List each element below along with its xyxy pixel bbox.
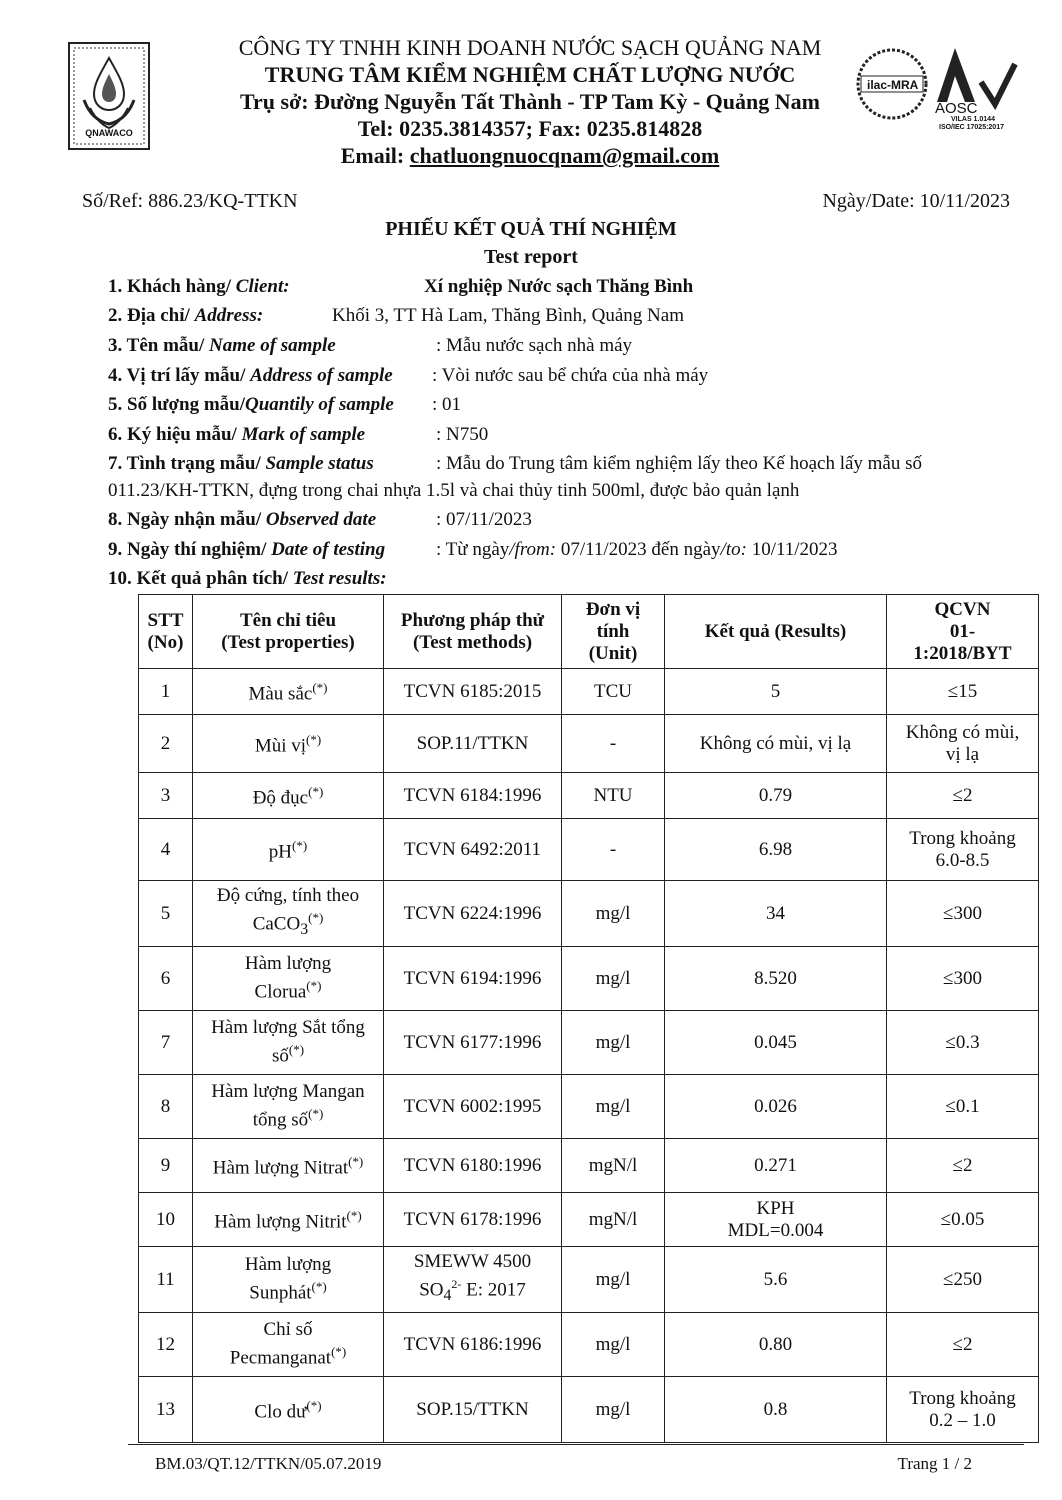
limit-line1: ≤300	[943, 902, 982, 924]
address-label-en: Address:	[194, 305, 264, 326]
row-no: 13	[156, 1398, 175, 1420]
row-no: 9	[160, 1154, 171, 1176]
result-line1: 8.520	[754, 967, 797, 989]
sample-location-label-en: Address of sample	[250, 365, 393, 386]
mark-label: 6. Ký hiệu mẫu/	[108, 424, 242, 445]
property-name-line1: Hàm lượng Nitrit	[214, 1211, 347, 1233]
sample-name-label: 3. Tên mẫu/	[108, 335, 210, 356]
header-method-en: (Test methods)	[412, 631, 533, 653]
cell-unit	[562, 1377, 665, 1443]
row-no: 4	[160, 838, 171, 860]
limit-line1: ≤250	[943, 1268, 982, 1290]
info-observed-date	[108, 505, 376, 534]
table-row	[139, 773, 1039, 819]
info-mark	[108, 420, 365, 449]
limit-line2: 6.0-8.5	[935, 849, 990, 871]
cell-method	[384, 1075, 562, 1139]
limit-line1: ≤15	[947, 680, 978, 702]
result-line1: 0.8	[763, 1398, 788, 1420]
logo-text: QNAWACO	[85, 128, 133, 138]
cell-limit	[887, 773, 1039, 819]
property-name-line1: Hàm lượng	[244, 953, 332, 975]
accreditation-mark: (*)	[348, 1154, 364, 1170]
cell-result	[665, 1139, 887, 1193]
cell-property	[193, 881, 384, 947]
unit-value: -	[609, 732, 617, 754]
unit-value: mg/l	[595, 1398, 631, 1420]
cell-unit	[562, 1075, 665, 1139]
cell-limit	[887, 881, 1039, 947]
header-result: Kết quả (Results)	[665, 595, 887, 669]
table-row	[139, 1139, 1039, 1193]
company-header	[160, 34, 900, 169]
address-value: Khối 3, TT Hà Lam, Thăng Bình, Quảng Nam	[332, 305, 684, 326]
table-row	[139, 1247, 1039, 1313]
results-label-en: Test results:	[292, 568, 387, 589]
property-name-line1: Clo dư	[254, 1401, 307, 1423]
accreditation-mark: (*)	[292, 838, 308, 854]
cell-no	[139, 947, 193, 1011]
cell-unit	[562, 1011, 665, 1075]
cell-property	[193, 1075, 384, 1139]
header-unit-vn1: Đơn vị	[585, 598, 641, 620]
unit-value: mg/l	[595, 1095, 631, 1117]
table-row	[139, 669, 1039, 715]
cell-unit	[562, 819, 665, 881]
cell-no	[139, 773, 193, 819]
result-line1: 0.026	[754, 1095, 797, 1117]
cell-property	[193, 669, 384, 715]
limit-line1: Trong khoảng	[909, 827, 1016, 849]
footer-divider	[128, 1444, 1024, 1445]
email-label: Email:	[340, 143, 410, 168]
cell-no	[139, 1075, 193, 1139]
subscript-4: 4	[443, 1287, 452, 1305]
result-line1: KPH	[756, 1197, 795, 1219]
table-row	[139, 1011, 1039, 1075]
row-no: 2	[160, 732, 171, 754]
property-name-line1: Màu sắc	[248, 683, 313, 705]
header-stt-en: (No)	[147, 631, 184, 653]
accreditation-mark: (*)	[308, 910, 324, 926]
testing-from-label: /from:	[509, 539, 557, 560]
cell-no	[139, 1193, 193, 1247]
cell-result	[665, 1075, 887, 1139]
result-line1: 34	[766, 902, 785, 924]
sample-name-value: : Mẫu nước sạch nhà máy	[436, 335, 633, 356]
table-row	[139, 947, 1039, 1011]
quantity-label: 5. Số lượng mẫu/	[108, 394, 246, 415]
property-name-line2: Pecmanganat	[229, 1347, 332, 1369]
iso-label: ISO/IEC 17025:2017	[939, 124, 1004, 131]
cell-no	[139, 1313, 193, 1377]
cell-method	[384, 1193, 562, 1247]
cell-result	[665, 1011, 887, 1075]
observed-label-en: Observed date	[265, 509, 377, 530]
cell-result	[665, 881, 887, 947]
header-method	[384, 595, 562, 669]
accreditation-mark: (*)	[306, 732, 322, 748]
property-name-line2: CaCO	[252, 913, 301, 935]
cell-unit	[562, 1247, 665, 1313]
superscript-2: 2-	[451, 1277, 462, 1292]
cell-unit	[562, 1139, 665, 1193]
cell-no	[139, 1011, 193, 1075]
table-row	[139, 1377, 1039, 1443]
limit-line1: ≤2	[952, 784, 973, 806]
cell-method	[384, 1247, 562, 1313]
method-line1: TCVN 6178:1996	[403, 1208, 542, 1230]
result-line1: 0.79	[758, 784, 793, 806]
cell-unit	[562, 773, 665, 819]
company-email-line	[160, 142, 900, 169]
status-value-line1: : Mẫu do Trung tâm kiểm nghiệm lấy theo Kế hoạch lấy mẫu số	[436, 453, 923, 474]
ilac-label: ilac-MRA	[867, 78, 919, 92]
status-label: 7. Tình trạng mẫu/	[108, 453, 266, 474]
limit-line1: ≤2	[952, 1333, 973, 1355]
header-qcvn-3: 1:2018/BYT	[913, 642, 1012, 664]
status-label-en: Sample status	[265, 453, 374, 474]
property-name-line1: pH	[268, 841, 293, 863]
testing-value	[436, 535, 838, 564]
form-code: BM.03/QT.12/TTKN/05.07.2019	[155, 1454, 382, 1473]
cell-no	[139, 1139, 193, 1193]
client-label-en: Client:	[235, 276, 290, 297]
testing-to-label: /to:	[720, 539, 747, 560]
method-line1: SOP.11/TTKN	[416, 732, 529, 754]
cell-result	[665, 1313, 887, 1377]
cell-property	[193, 947, 384, 1011]
cell-limit	[887, 947, 1039, 1011]
property-name-line1: Độ đục	[252, 787, 309, 809]
property-name-line1: Mùi vị	[254, 735, 307, 757]
info-sample-name	[108, 331, 336, 360]
method-line1: TCVN 6492:2011	[403, 838, 542, 860]
testing-prefix: : Từ ngày	[436, 539, 510, 560]
property-name-line1: Hàm lượng	[244, 1254, 332, 1276]
property-name-line1: Hàm lượng Nitrat	[212, 1157, 349, 1179]
limit-line1: Trong khoảng	[909, 1387, 1016, 1409]
method-line1: TCVN 6180:1996	[403, 1154, 542, 1176]
cell-property	[193, 1313, 384, 1377]
table-row	[139, 819, 1039, 881]
accreditation-mark: (*)	[311, 1279, 327, 1295]
header-property-en: (Test properties)	[221, 631, 355, 653]
property-name-line1: Hàm lượng Mangan	[211, 1081, 365, 1103]
cell-method	[384, 819, 562, 881]
sample-location-label: 4. Vị trí lấy mẫu/	[108, 365, 251, 386]
header-qcvn-1: QCVN	[934, 598, 991, 620]
cell-limit	[887, 1011, 1039, 1075]
unit-value: mg/l	[595, 902, 631, 924]
header-unit-vn2: tính	[596, 620, 630, 642]
method-line1: TCVN 6177:1996	[403, 1031, 542, 1053]
method-tail: E: 2017	[461, 1279, 526, 1301]
cell-unit	[562, 881, 665, 947]
client-label: 1. Khách hàng/	[108, 276, 236, 297]
limit-line1: ≤0.05	[940, 1208, 985, 1230]
vilas-label: VILAS 1.0144	[951, 116, 995, 123]
result-line1: 5.6	[763, 1268, 788, 1290]
mark-label-en: Mark of sample	[241, 424, 366, 445]
cell-method	[384, 947, 562, 1011]
cell-property	[193, 715, 384, 773]
result-line2: MDL=0.004	[727, 1219, 824, 1241]
header-qcvn	[887, 595, 1039, 669]
table-row	[139, 1075, 1039, 1139]
accreditation-logos	[855, 42, 1025, 132]
method-line1: TCVN 6185:2015	[403, 680, 542, 702]
accreditation-mark: (*)	[308, 1106, 324, 1122]
cell-result	[665, 1193, 887, 1247]
limit-line1: ≤300	[943, 967, 982, 989]
unit-value: mg/l	[595, 1333, 631, 1355]
accreditation-mark: (*)	[331, 1344, 347, 1360]
company-logo	[68, 42, 150, 150]
row-no: 12	[156, 1333, 175, 1355]
unit-value: mg/l	[595, 967, 631, 989]
cell-limit	[887, 669, 1039, 715]
info-quantity	[108, 390, 394, 419]
accreditation-mark: (*)	[306, 1398, 322, 1414]
page-number: Trang 1 / 2	[897, 1454, 972, 1473]
cell-limit	[887, 1313, 1039, 1377]
info-address	[108, 301, 263, 330]
quantity-label-en: Quantily of sample	[245, 394, 394, 415]
cell-result	[665, 669, 887, 715]
method-line1: TCVN 6224:1996	[403, 902, 542, 924]
accreditation-mark: (*)	[288, 1042, 305, 1058]
status-value-line2: 011.23/KH-TTKN, đựng trong chai nhựa 1.5l và chai thủy tinh 500ml, được bảo quản lạnh	[108, 480, 800, 501]
property-name-line2: Clorua	[254, 981, 307, 1003]
limit-line2: vị lạ	[945, 743, 980, 765]
cell-property	[193, 773, 384, 819]
property-name-line1: Hàm lượng Sắt tổng	[211, 1017, 365, 1039]
property-name-line2: số	[271, 1045, 289, 1067]
accreditation-mark: (*)	[306, 978, 322, 994]
cell-no	[139, 1247, 193, 1313]
cell-result	[665, 773, 887, 819]
observed-value: : 07/11/2023	[436, 509, 532, 530]
result-line1: Không có mùi, vị lạ	[699, 732, 852, 754]
row-no: 8	[160, 1095, 171, 1117]
property-name-line1: Độ cứng, tính theo	[216, 885, 360, 907]
cell-method	[384, 1313, 562, 1377]
report-title: PHIẾU KẾT QUẢ THÍ NGHIỆM	[385, 218, 677, 240]
row-no: 7	[160, 1031, 171, 1053]
cell-limit	[887, 1377, 1039, 1443]
cell-result	[665, 715, 887, 773]
limit-line1: ≤0.1	[945, 1095, 980, 1117]
method-line1: TCVN 6186:1996	[403, 1333, 542, 1355]
row-no: 1	[160, 680, 171, 702]
unit-value: NTU	[593, 784, 633, 806]
company-name: CÔNG TY TNHH KINH DOANH NƯỚC SẠCH QUẢNG NAM	[238, 35, 822, 60]
subscript-3: 3	[300, 921, 309, 939]
table-row	[139, 1193, 1039, 1247]
unit-value: TCU	[594, 680, 632, 702]
observed-label: 8. Ngày nhận mẫu/	[108, 509, 266, 530]
table-row	[139, 1313, 1039, 1377]
header-stt	[139, 595, 193, 669]
method-line2: SO	[419, 1279, 444, 1301]
company-phone: Tel: 0235.3814357; Fax: 0235.814828	[357, 116, 703, 141]
address-label: 2. Địa chỉ/	[108, 305, 195, 326]
cell-property	[193, 1193, 384, 1247]
unit-value: mg/l	[595, 1031, 631, 1053]
cell-result	[665, 819, 887, 881]
company-address: Trụ sở: Đường Nguyễn Tất Thành - TP Tam Kỳ - Quảng Nam	[240, 89, 820, 114]
row-no: 5	[160, 902, 171, 924]
cell-property	[193, 1139, 384, 1193]
cell-unit	[562, 1193, 665, 1247]
cell-limit	[887, 1075, 1039, 1139]
unit-value: mgN/l	[588, 1154, 638, 1176]
header-unit-en: (Unit)	[588, 642, 638, 664]
cell-no	[139, 669, 193, 715]
cell-method	[384, 881, 562, 947]
cell-limit	[887, 715, 1039, 773]
method-line1: TCVN 6194:1996	[403, 967, 542, 989]
cell-property	[193, 1247, 384, 1313]
limit-line1: Không có mùi,	[905, 721, 1020, 743]
cell-method	[384, 1011, 562, 1075]
header-stt-vn: STT	[147, 609, 184, 631]
mark-value: : N750	[436, 424, 489, 445]
quantity-value: : 01	[432, 394, 462, 415]
cell-limit	[887, 1247, 1039, 1313]
header-property-vn: Tên chỉ tiêu	[239, 609, 337, 631]
method-line1: SOP.15/TTKN	[416, 1398, 529, 1420]
cell-method	[384, 773, 562, 819]
property-name-line2: tổng số	[252, 1109, 309, 1131]
email-link[interactable]: chatluongnuocqnam@gmail.com	[409, 143, 720, 168]
cell-unit	[562, 669, 665, 715]
unit-value: mgN/l	[588, 1208, 638, 1230]
row-no: 10	[156, 1208, 175, 1230]
info-sample-location	[108, 361, 393, 390]
cell-method	[384, 1377, 562, 1443]
testing-from: 07/11/2023 đến ngày	[556, 539, 721, 560]
cell-no	[139, 819, 193, 881]
accreditation-mark: (*)	[308, 784, 324, 800]
header-unit	[562, 595, 665, 669]
table-header-row	[139, 595, 1039, 669]
report-subtitle: Test report	[484, 246, 578, 268]
unit-value: -	[609, 838, 617, 860]
info-client	[108, 272, 290, 301]
limit-line1: ≤0.3	[945, 1031, 980, 1053]
cell-no	[139, 715, 193, 773]
cell-property	[193, 1011, 384, 1075]
cell-method	[384, 1139, 562, 1193]
cell-no	[139, 881, 193, 947]
unit-value: mg/l	[595, 1268, 631, 1290]
results-table	[138, 594, 1039, 1443]
report-date: Ngày/Date: 10/11/2023	[822, 190, 1010, 212]
cell-property	[193, 819, 384, 881]
row-no: 6	[160, 967, 171, 989]
result-line1: 5	[770, 680, 781, 702]
table-row	[139, 715, 1039, 773]
property-name-line1: Chỉ số	[263, 1319, 313, 1341]
cell-result	[665, 947, 887, 1011]
method-line1: TCVN 6002:1995	[403, 1095, 542, 1117]
center-name: TRUNG TÂM KIỂM NGHIỆM CHẤT LƯỢNG NƯỚC	[264, 62, 796, 87]
accreditation-mark: (*)	[346, 1208, 362, 1224]
row-no: 11	[156, 1268, 175, 1290]
reference-number: Số/Ref: 886.23/KQ-TTKN	[82, 190, 298, 212]
cell-method	[384, 715, 562, 773]
cell-unit	[562, 1313, 665, 1377]
cell-limit	[887, 1139, 1039, 1193]
result-line1: 0.80	[758, 1333, 793, 1355]
cell-unit	[562, 715, 665, 773]
row-no: 3	[160, 784, 171, 806]
result-line1: 6.98	[758, 838, 793, 860]
info-results	[108, 564, 387, 593]
client-value: Xí nghiệp Nước sạch Thăng Bình	[424, 276, 694, 297]
info-testing-date	[108, 535, 385, 564]
method-line1: TCVN 6184:1996	[403, 784, 542, 806]
table-row	[139, 881, 1039, 947]
limit-line1: ≤2	[952, 1154, 973, 1176]
sample-name-label-en: Name of sample	[209, 335, 336, 356]
aosc-label: AOSC	[935, 100, 978, 117]
cell-result	[665, 1377, 887, 1443]
header-qcvn-2: 01-	[949, 620, 976, 642]
cell-unit	[562, 947, 665, 1011]
info-status	[108, 449, 374, 478]
header-property	[193, 595, 384, 669]
cell-limit	[887, 1193, 1039, 1247]
property-name-line2: Sunphát	[249, 1282, 312, 1304]
cell-method	[384, 669, 562, 715]
result-line1: 0.045	[754, 1031, 797, 1053]
testing-label-en: Date of testing	[271, 539, 386, 560]
sample-location-value: : Vòi nước sau bể chứa của nhà máy	[432, 365, 709, 386]
accreditation-mark: (*)	[312, 680, 328, 696]
method-line1: SMEWW 4500	[413, 1251, 532, 1273]
cell-limit	[887, 819, 1039, 881]
result-line1: 0.271	[754, 1154, 797, 1176]
testing-to: 10/11/2023	[746, 539, 838, 560]
results-label: 10. Kết quả phân tích/	[108, 568, 293, 589]
cell-property	[193, 1377, 384, 1443]
cell-result	[665, 1247, 887, 1313]
cell-no	[139, 1377, 193, 1443]
results-table-body	[139, 669, 1039, 1443]
testing-label: 9. Ngày thí nghiệm/	[108, 539, 272, 560]
limit-line2: 0.2 – 1.0	[929, 1409, 996, 1431]
header-method-vn: Phương pháp thử	[400, 609, 545, 631]
